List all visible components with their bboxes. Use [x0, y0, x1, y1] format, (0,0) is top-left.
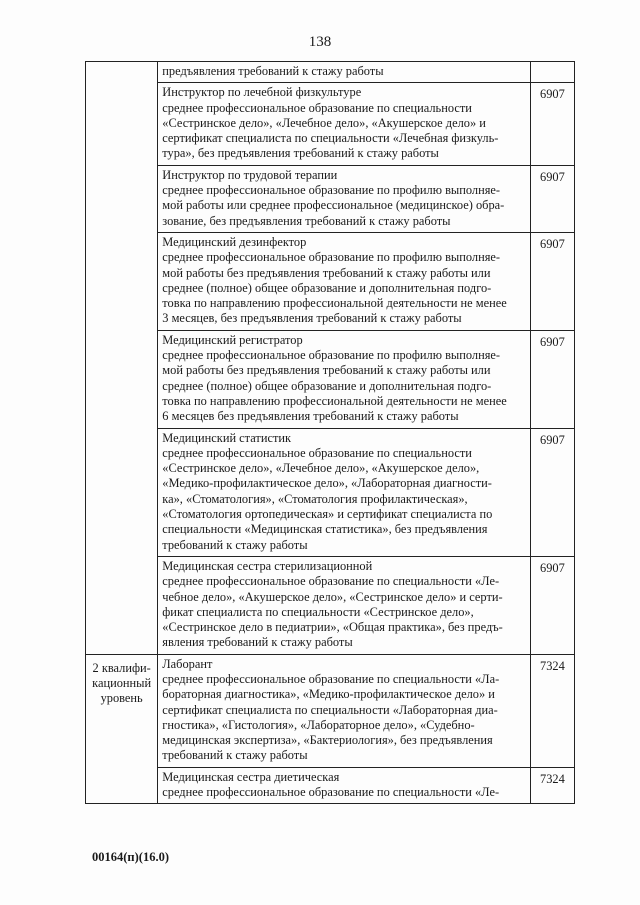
- requirement-text-line: 3 месяцев, без предъявления требований к стажу работы: [162, 311, 462, 326]
- requirement-text-line: 6 месяцев без предъявления требований к стажу работы: [162, 409, 459, 424]
- position-title: Медицинская сестра стерилизационной: [162, 558, 373, 573]
- requirement-text-line: сертификат специалиста по специальности «Лечебная физкуль-: [162, 131, 499, 146]
- requirement-text-line: «Сестринское дело в педиатрии», «Общая практика», без предъ-: [162, 620, 503, 635]
- requirement-text-line: мой работы без предъявления требований к стажу работы или: [162, 363, 491, 378]
- requirement-text-line: товка по направлению профессиональной деятельности не менее: [162, 296, 507, 311]
- requirement-text-line: требований к стажу работы: [162, 748, 308, 763]
- table-row: [86, 232, 575, 330]
- table-row: [86, 767, 575, 804]
- salary-code-cell: [530, 83, 574, 165]
- table-row: [86, 654, 575, 767]
- requirement-text-line: «Стоматология ортопедическая» и сертификат специалиста по: [162, 507, 493, 522]
- salary-code-cell: [530, 165, 574, 232]
- position-title: Инструктор по лечебной физкультуре: [162, 85, 362, 100]
- requirement-text-line: среднее профессиональное образование по специальности «Ле-: [162, 785, 500, 800]
- salary-code-cell: [530, 654, 574, 767]
- qualification-level-cell: [86, 654, 158, 804]
- qualification-level-cell: [86, 62, 158, 655]
- requirement-text-line: явления требований к стажу работы: [162, 635, 353, 650]
- qualification-level: [86, 62, 157, 68]
- requirement-text-line: требований к стажу работы: [162, 537, 308, 552]
- position-description-cell: [158, 83, 531, 165]
- salary-code: 6907: [540, 87, 565, 102]
- table-row: [86, 330, 575, 428]
- requirement-text-line: мой работы или среднее профессиональное (медицинское) обра-: [162, 198, 505, 213]
- qualification-table: [85, 61, 575, 804]
- position-description-cell: [158, 428, 531, 556]
- requirement-text-line: среднее (полное) общее образование и дополнительная подго-: [162, 280, 492, 295]
- requirement-text-line: среднее профессиональное образование по профилю выполняе-: [162, 250, 501, 265]
- requirement-text-line: «Медико-профилактическое дело», «Лабораторная диагности-: [162, 476, 492, 491]
- salary-code: 6907: [540, 432, 565, 447]
- salary-code: 6907: [540, 560, 565, 575]
- requirement-text-line: «Сестринское дело», «Лечебное дело», «Акушерское дело» и: [162, 115, 486, 130]
- table-row: [86, 556, 575, 654]
- table-row: [86, 62, 575, 83]
- salary-code-cell: [530, 62, 574, 83]
- position-title: Медицинский статистик: [162, 430, 292, 445]
- requirement-text-line: специальности «Медицинская статистика», без предъявления: [162, 522, 488, 537]
- salary-code: 7324: [540, 771, 565, 786]
- position-title: Медицинская сестра диетическая: [162, 769, 340, 784]
- salary-code-cell: [530, 767, 574, 804]
- table-row: [86, 83, 575, 165]
- salary-code: 6907: [540, 236, 565, 251]
- document-code: 00164(п)(16.0): [92, 850, 169, 864]
- position-description-cell: [158, 767, 531, 804]
- position-description-cell: [158, 165, 531, 232]
- salary-code: 6907: [540, 169, 565, 184]
- requirement-text-line: ка», «Стоматология», «Стоматология профилактическая»,: [162, 491, 468, 506]
- requirement-text-line: бораторная диагностика», «Медико-профилактическое дело» и: [162, 687, 495, 702]
- salary-code-cell: [530, 330, 574, 428]
- requirement-text-line: мой работы без предъявления требований к стажу работы или: [162, 265, 491, 280]
- salary-code-cell: [530, 232, 574, 330]
- page-number: 138: [308, 34, 332, 50]
- requirement-text-line: среднее (полное) общее образование и дополнительная подго-: [162, 378, 492, 393]
- position-title: Медицинский дезинфектор: [162, 234, 307, 249]
- position-title: Медицинский регистратор: [162, 332, 303, 347]
- requirement-text-line: товка по направлению профессиональной деятельности не менее: [162, 393, 507, 408]
- requirement-text-line: «Сестринское дело», «Лечебное дело», «Акушерское дело»,: [162, 461, 480, 476]
- position-description-cell: [158, 62, 531, 83]
- requirement-text-line: чебное дело», «Акушерское дело», «Сестринское дело» и серти-: [162, 589, 503, 604]
- requirement-text-line: гностика», «Гистология», «Лабораторное дело», «Судебно-: [162, 717, 475, 732]
- position-title: Инструктор по трудовой терапии: [162, 167, 338, 182]
- table-row: [86, 428, 575, 556]
- position-description-cell: [158, 654, 531, 767]
- requirement-text-line: среднее профессиональное образование по профилю выполняе-: [162, 348, 501, 363]
- table-row: [86, 165, 575, 232]
- salary-code: 6907: [540, 334, 565, 349]
- requirement-text-line: фикат специалиста по специальности «Сестринское дело»,: [162, 604, 474, 619]
- salary-code-cell: [530, 556, 574, 654]
- position-description-cell: [158, 232, 531, 330]
- salary-code-cell: [530, 428, 574, 556]
- position-description-cell: [158, 330, 531, 428]
- salary-code: 7324: [540, 658, 565, 673]
- position-title: Лаборант: [162, 656, 213, 671]
- requirement-text-line: среднее профессиональное образование по профилю выполняе-: [162, 183, 501, 198]
- position-description-cell: [158, 556, 531, 654]
- requirement-text-line: среднее профессиональное образование по специальности: [162, 100, 472, 115]
- requirement-text-line: среднее профессиональное образование по специальности «Ла-: [162, 671, 500, 686]
- requirement-text-line: зование, без предъявления требований к стажу работы: [162, 213, 451, 228]
- requirement-text-line: среднее профессиональное образование по специальности «Ле-: [162, 574, 500, 589]
- requirement-text-line: тура», без предъявления требований к стажу работы: [162, 146, 439, 161]
- requirement-text-line: сертификат специалиста по специальности «Лабораторная диа-: [162, 702, 498, 717]
- requirement-text-line: предъявления требований к стажу работы: [162, 64, 384, 78]
- requirement-text-line: медицинская экспертиза», «Бактериология», без предъявления: [162, 733, 493, 748]
- requirement-text-line: среднее профессиональное образование по специальности: [162, 445, 472, 460]
- qualification-level: 2 квалифи- кационный уровень: [92, 660, 152, 705]
